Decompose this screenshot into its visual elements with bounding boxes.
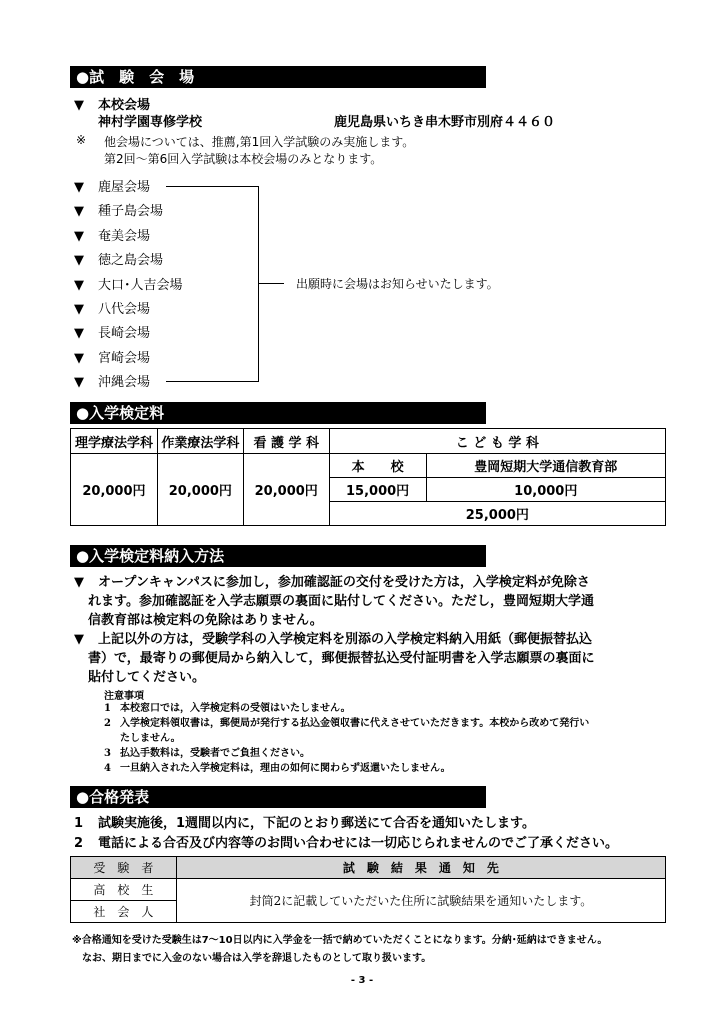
venue-item xyxy=(74,347,150,366)
venue-name: 沖縄会場 xyxy=(98,375,151,391)
note-number: 2 xyxy=(104,718,111,729)
venue-name: 八代会場 xyxy=(98,302,151,317)
note-item xyxy=(104,701,589,716)
triangle-down-icon: ▼ xyxy=(74,632,84,647)
fee-value-ot: 20,000円 xyxy=(157,454,243,526)
fee-subheader-toyooka: 豊岡短期大学通信教育部 xyxy=(426,454,665,478)
note-text: 一旦納入された入学検定料は，理由の如何に関わらず返還いたしません。 xyxy=(120,763,451,774)
fee-value-nursing: 20,000円 xyxy=(243,454,329,526)
venue-bracket-connector xyxy=(258,283,284,284)
triangle-down-icon: ▼ xyxy=(74,253,84,269)
venue-note-line2: 第2回〜第6回入学試験は本校会場のみとなります。 xyxy=(104,152,383,166)
note-number: 4 xyxy=(104,763,111,774)
triangle-down-icon: ▼ xyxy=(74,575,84,590)
fee-value-child-toyooka: 10,000円 xyxy=(426,478,665,502)
main-campus-label: 本校会場 xyxy=(98,98,151,113)
note-item xyxy=(104,761,589,776)
venue-name: 大口･人吉会場 xyxy=(98,277,183,293)
fee-header-ot: 作業療法学科 xyxy=(157,429,243,454)
venue-name: 宮崎会場 xyxy=(98,350,151,366)
venue-item xyxy=(74,298,150,317)
venue-item xyxy=(74,200,163,219)
results-row-highschool: 高 校 生 xyxy=(71,879,177,901)
results-row-adult: 社 会 人 xyxy=(71,901,177,923)
triangle-down-icon: ▼ xyxy=(74,204,84,220)
section-heading-results: ●合格発表 xyxy=(70,786,486,808)
venue-item xyxy=(74,371,150,390)
results-footnote1: ※合格通知を受けた受験生は7〜10日以内に入学金を一括で納めていただくことになります。分納･延納はできません。 xyxy=(72,935,608,946)
fee-header-child: こ ど も 学 科 xyxy=(329,429,665,454)
page-number: - 3 - xyxy=(350,975,374,986)
fee-subheader-main: 本 校 xyxy=(329,454,426,478)
triangle-down-icon: ▼ xyxy=(74,350,84,366)
note-item xyxy=(104,716,589,731)
triangle-down-icon: ▼ xyxy=(74,326,84,342)
results-item2: 2 電話による合否及び内容等のお問い合わせには一切応じられませんのでご了承ください。 xyxy=(74,836,619,851)
venue-name: 鹿屋会場 xyxy=(98,180,151,195)
venue-name: 奄美会場 xyxy=(98,228,151,244)
results-header-applicant: 受 験 者 xyxy=(71,857,177,879)
triangle-down-icon: ▼ xyxy=(74,277,84,293)
results-item1: 1 試験実施後，1週間以内に，下記のとおり郵送にて合否を通知いたします。 xyxy=(74,816,536,831)
venue-item xyxy=(74,249,163,268)
note-number: 1 xyxy=(104,703,111,714)
school-name: 神村学園専修学校 xyxy=(98,115,203,130)
triangle-down-icon: ▼ xyxy=(74,180,84,195)
notes-list xyxy=(104,701,589,776)
results-header-destination: 試 験 結 果 通 知 先 xyxy=(176,857,665,879)
triangle-down-icon: ▼ xyxy=(74,375,84,391)
fee-value-child-total: 25,000円 xyxy=(329,502,665,526)
note-text: たしません。 xyxy=(120,733,181,744)
venue-item xyxy=(74,322,150,341)
triangle-down-icon: ▼ xyxy=(74,228,84,244)
venue-item xyxy=(74,176,150,195)
note-item xyxy=(104,731,589,746)
section-heading-fee: ●入学検定料 xyxy=(70,402,486,424)
triangle-down-icon: ▼ xyxy=(74,302,84,317)
results-footnote2: なお、期日までに入金のない場合は入学を辞退したものとして取り扱います。 xyxy=(82,953,432,964)
note-item xyxy=(104,746,589,761)
payment-item1: ▼ オープンキャンパスに参加し，参加確認証の交付を受けた方は，入学検定料が免除さ れます。参加確認証を入学志願票の裏面に貼付してください。ただし，豊岡短期大学通 信教育部は検定料の免除はありません。 xyxy=(74,575,594,628)
notes-title: 注意事項 xyxy=(104,691,144,702)
triangle-down-icon: ▼ xyxy=(74,98,84,113)
payment-item2: ▼ 上記以外の方は，受験学科の入学検定料を別添の入学検定料納入用紙（郵便振替払込 書）で，最寄りの郵便局から納入して，郵便振替払込受付証明書を入学志願票の裏面に 貼付してください。 xyxy=(74,632,595,685)
note-number: 3 xyxy=(104,748,111,759)
venue-name: 長崎会場 xyxy=(98,326,151,342)
venue-item xyxy=(74,225,150,244)
venue-name: 種子島会場 xyxy=(98,204,164,220)
results-cell-destination: 封筒2に記載していただいた住所に試験結果を通知いたします。 xyxy=(176,879,665,923)
note-text: 払込手数料は，受験者でご負担ください。 xyxy=(120,748,310,759)
section-heading-payment: ●入学検定料納入方法 xyxy=(70,545,486,567)
fee-header-nursing: 看 護 学 科 xyxy=(243,429,329,454)
venue-note-mark: ※ xyxy=(76,133,87,147)
venue-bracket xyxy=(166,186,259,382)
fee-table xyxy=(70,428,666,526)
venue-name: 徳之島会場 xyxy=(98,253,164,269)
section-heading-exam-venue: ●試 験 会 場 xyxy=(70,66,486,88)
note-text: 入学検定料領収書は，郵便局が発行する払込金領収書に代えさせていただきます。本校から改めて発行い xyxy=(120,718,590,729)
note-text: 本校窓口では，入学検定料の受領はいたしません。 xyxy=(120,703,351,714)
fee-value-pt: 20,000円 xyxy=(71,454,158,526)
fee-header-pt: 理学療法学科 xyxy=(71,429,158,454)
school-address: 鹿児島県いちき串木野市別府４４６０ xyxy=(334,115,556,130)
venue-notice: 出願時に会場はお知らせいたします。 xyxy=(296,277,499,291)
venue-note-line1: 他会場については、推薦,第1回入学試験のみ実施します。 xyxy=(104,135,415,149)
fee-value-child-main: 15,000円 xyxy=(329,478,426,502)
results-table xyxy=(70,856,666,923)
